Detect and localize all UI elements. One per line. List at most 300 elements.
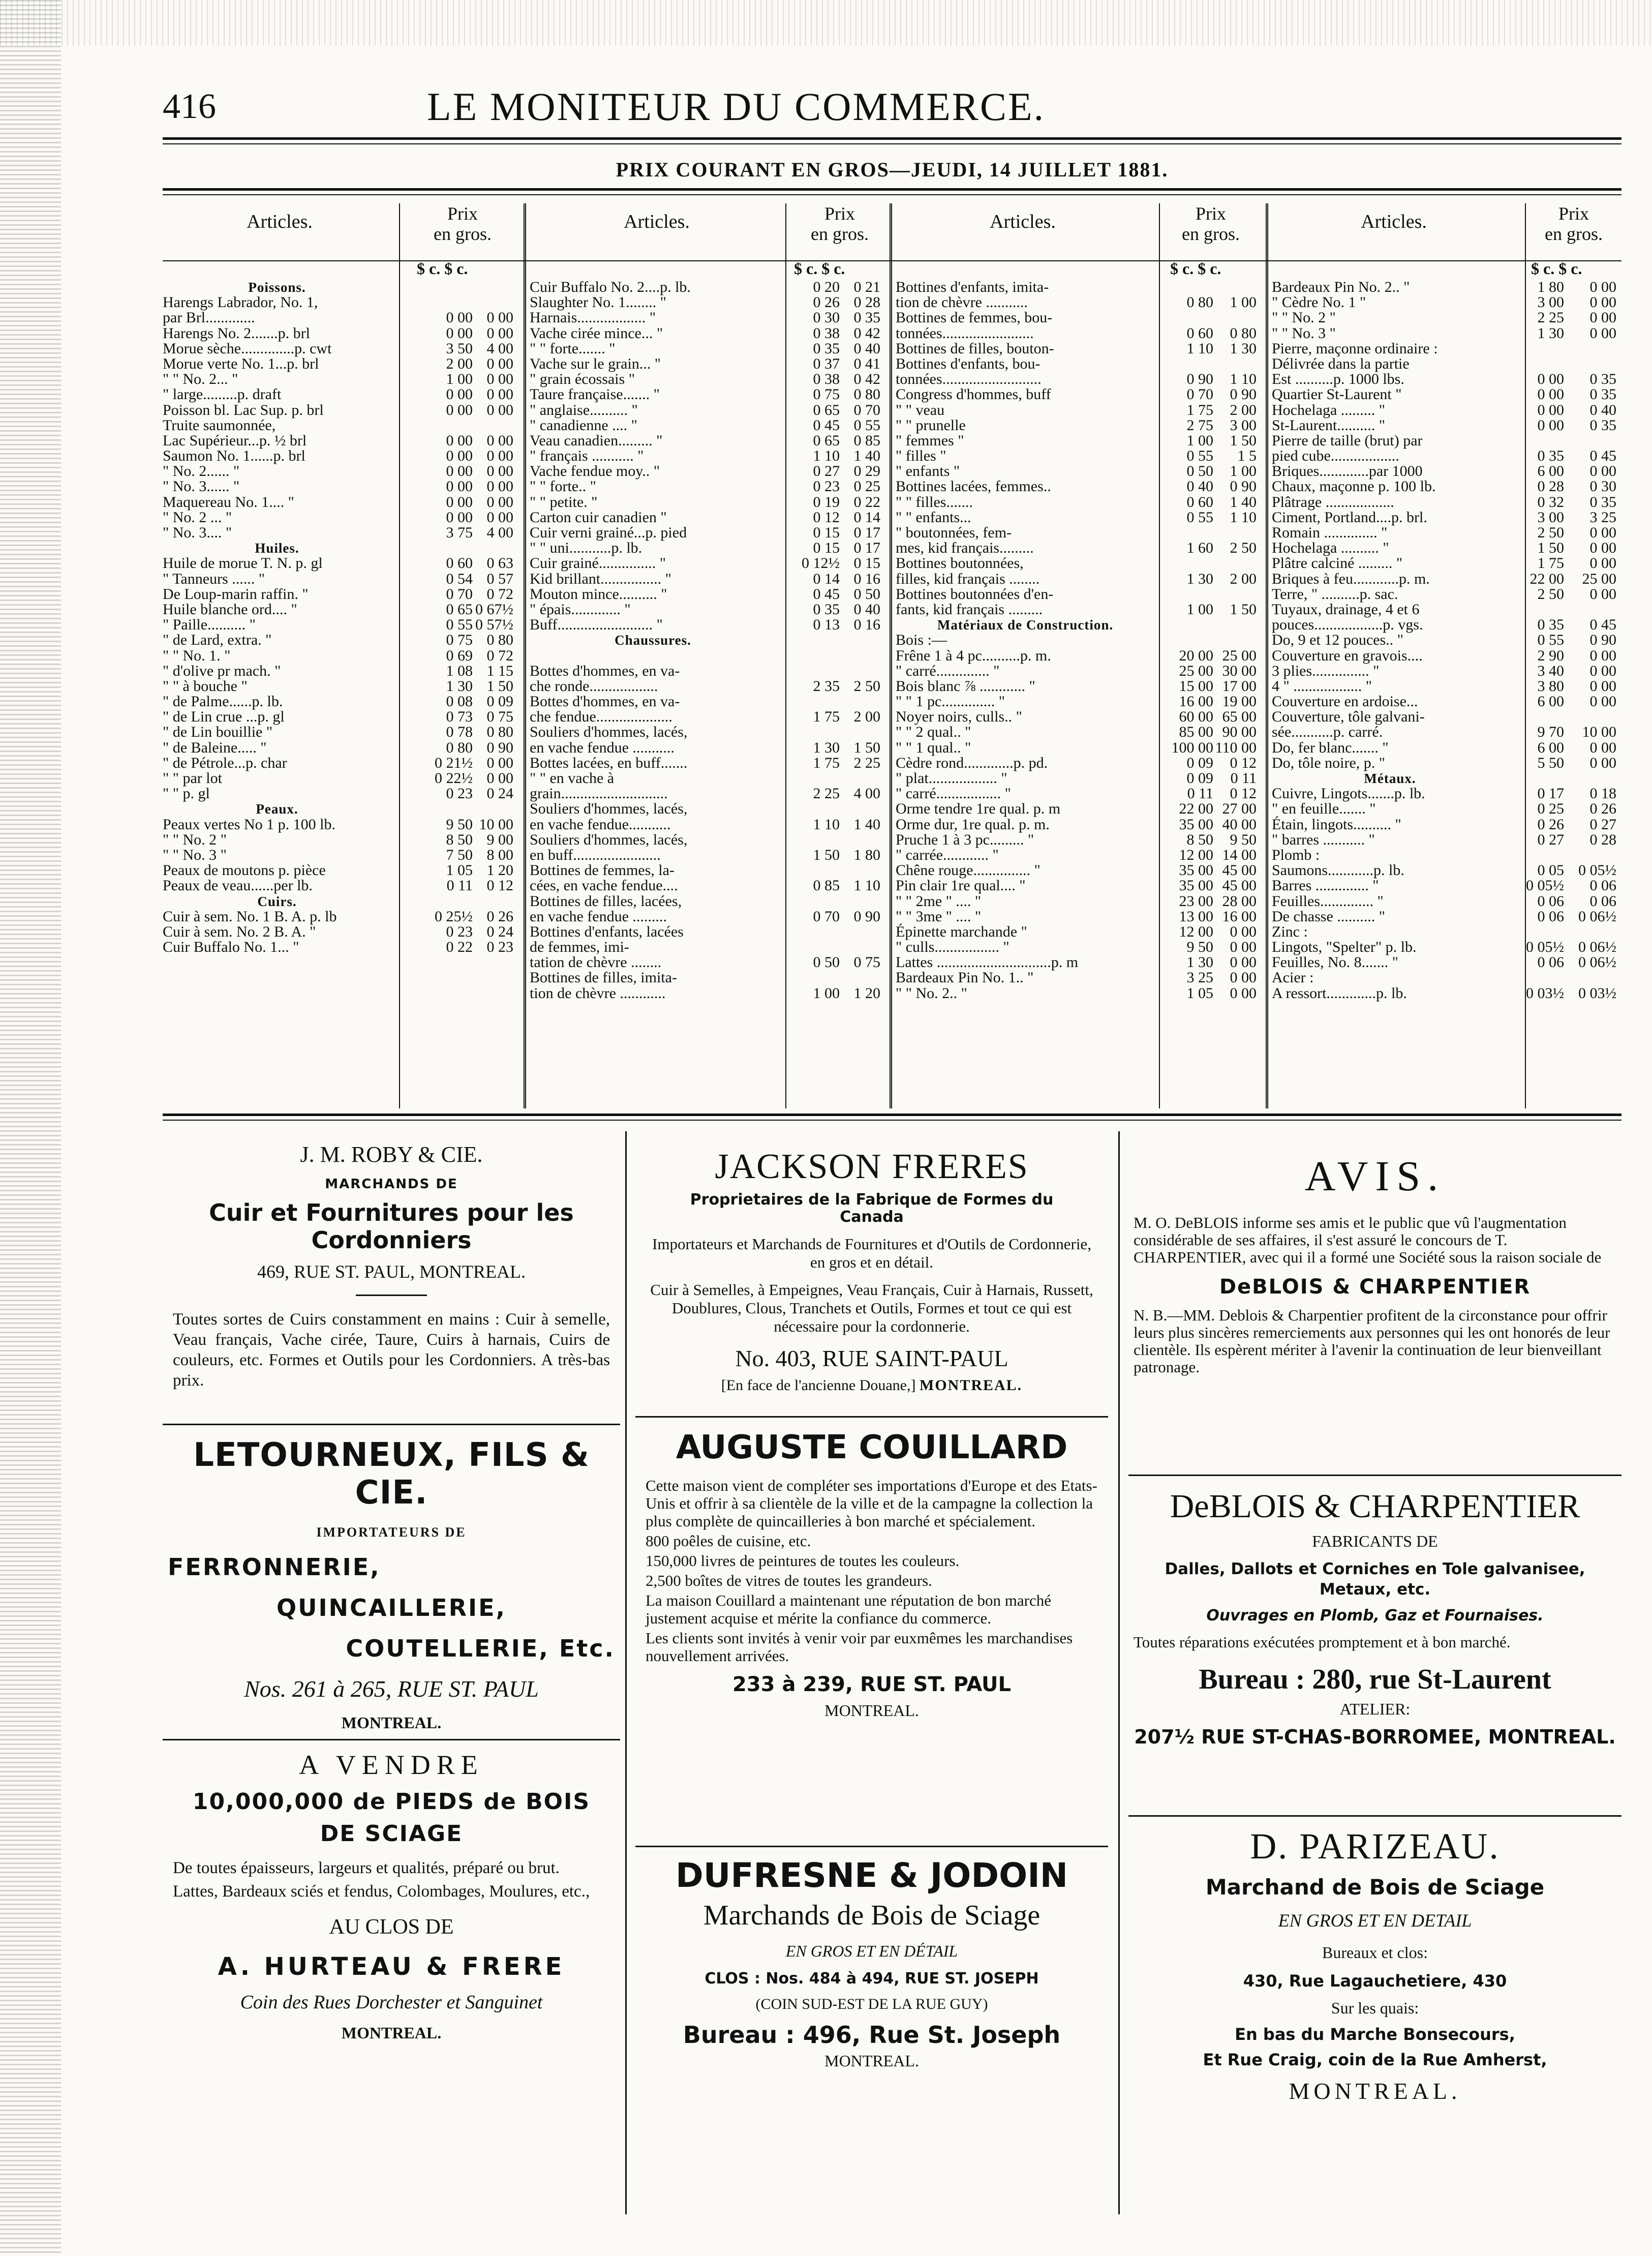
price-row-article: mes, kid français......... [896,539,1034,557]
articles-header: Articles. [247,211,313,232]
page-header [163,76,1622,137]
price-row [163,694,518,709]
price-row-min: 0 45 [813,416,840,434]
price-row-article: filles, kid français ........ [896,570,1040,587]
price-row-article: Truite saumonnée, [163,416,276,434]
price-row-min: 0 00 [1537,386,1564,403]
price-row-min: 1 80 [1537,279,1564,295]
price-row-max: 0 00 [486,478,513,495]
price-row [530,387,885,402]
price-row-max: 0 26 [1589,800,1616,818]
price-row-article: Morue sèche..............p. cwt [163,340,332,357]
price-row-article: " carrée............ " [896,846,999,863]
articles-header: Articles. [990,211,1056,232]
price-row [896,387,1262,402]
price-row-max: 0 00 [486,371,513,388]
price-row-min: 0 05 [1537,862,1564,879]
price-row [163,540,518,556]
price-row [896,832,1262,848]
price-row-article: Do, 9 et 12 pouces.. " [1272,631,1403,649]
ad-letourneux-address: Nos. 261 à 265, RUE ST. PAUL [244,1676,539,1702]
price-row-min: 0 19 [813,493,840,510]
price-row-max: 0 00 [486,754,513,771]
price-row-max: 0 00 [486,447,513,465]
price-row-min: 9 50 [446,816,473,833]
price-row [896,295,1262,310]
price-row-article: " " petite. " [530,493,598,510]
price-row-max: 0 00 [1589,324,1616,342]
price-row-article: Harnais.................. " [530,309,656,326]
price-row-min: 0 11 [446,877,473,894]
price-row-min: 0 13 [813,616,840,634]
price-row-max: 30 00 [1222,662,1257,679]
price-row-max: 0 29 [853,463,880,480]
price-row-min: 0 00 [446,401,473,418]
ad-jackson-face: [En face de l'ancienne Douane,] MONTREAL. [721,1377,1023,1394]
ad-deblois-l3: Toutes réparations exécutées promptement et à bon marché. [1134,1633,1511,1651]
price-row [530,326,885,341]
price-row-article: pied cube.................. [1272,447,1399,465]
ad-parizeau-l3: 430, Rue Lagauchetiere, 430 [1243,1971,1507,1991]
table-top-rule [163,188,1622,191]
price-row-min: 0 06 [1537,908,1564,925]
price-row-article: " " filles....... [896,493,973,510]
price-row-article: Pierre de taille (brut) par [1272,432,1423,449]
ad-avis-firm: DeBLOIS & CHARPENTIER [1219,1275,1531,1299]
ad-parizeau-l1: EN GROS ET EN DETAIL [1278,1910,1472,1931]
price-row [1272,403,1622,418]
ad-deblois-l1: Dalles, Dallots et Corniches en Tole galvanisee, Metaux, etc. [1165,1560,1585,1599]
price-row-max: 0 57 [486,570,513,587]
price-row-article: " " uni...........p. lb. [530,539,643,557]
price-row-article: en vache fendue ......... [530,908,667,925]
price-row-article: " grain écossais " [530,371,635,388]
price-row [1272,848,1622,863]
price-row-article: De Loup-marin raffin. " [163,585,309,603]
price-row-article: Orme tendre 1re qual. p. m [896,800,1061,818]
price-row-article: " " veau [896,401,945,418]
ad-separator [635,1416,1108,1418]
price-row-article: De chasse .......... " [1272,908,1386,925]
price-row-article: grain............................ [530,785,668,802]
price-row [896,525,1262,540]
price-row-max: 0 00 [486,324,513,342]
header-rule-thin [163,143,1622,144]
price-row [163,648,518,664]
price-row-article: " de Baleine..... " [163,739,267,756]
price-row-max: 0 57½ [475,616,513,634]
price-row-article: Bottines boutonnées, [896,555,1024,572]
price-row-max: 0 00 [486,386,513,403]
price-row [896,495,1262,510]
ad-jackson-body1: Importateurs et Marchands de Fournitures et d'Outils de Cordonnerie, en gros et en détail. [652,1235,1091,1271]
price-row-min: 0 00 [446,508,473,526]
price-row-article: Chaussures. [615,633,691,648]
price-row-min: 1 30 [1537,324,1564,342]
price-row-article: Ciment, Portland....p. brl. [1272,508,1427,526]
price-row-min: 0 85 [813,877,840,894]
price-row-article: Peaux de veau......per lb. [163,877,313,894]
price-row [896,310,1262,325]
price-row-article: Épinette marchande " [896,923,1027,940]
ad-letourneux-city: MONTREAL. [341,1713,442,1732]
price-row-min: 0 00 [1537,416,1564,434]
price-row-max: 0 23 [486,939,513,956]
ad-vendre-l2: DE SCIAGE [320,1821,463,1847]
price-row-article: Vache fendue moy.. " [530,463,660,480]
price-row [896,756,1262,771]
price-row-max: 0 27 [1589,816,1616,833]
ad-deblois-atelier: ATELIER: [1339,1700,1411,1718]
price-row [163,878,518,893]
price-row-max: 2 00 [1230,401,1257,418]
price-row-max: 1 15 [486,662,513,679]
price-row-min: 0 37 [813,355,840,372]
price-row [1272,894,1622,909]
ad-parizeau-l4: Sur les quais: [1331,1999,1419,2017]
price-row-article: Couverture en gravois.... [1272,647,1423,664]
price-row-min: 12 00 [1179,923,1213,940]
price-row-article: Feuilles, No. 8....... " [1272,954,1398,971]
ad-roby-body: Toutes sortes de Cuirs constamment en mains : Cuir à semelle, Veau français, Vache cirée, Taure, Cuirs à harnais, Cuirs de couleurs, etc. Formes et Outils pour les Cordonniers. A très-bas prix. [173,1310,610,1390]
price-row-article: che fendue.................... [530,708,672,726]
price-row-article: en vache fendue........... [530,816,671,833]
price-row [530,986,885,1001]
price-row [1272,479,1622,494]
prix-header: Prix en gros. [434,203,492,244]
price-row-min: 0 55 [1186,447,1213,465]
price-row-article: Maquereau No. 1.... " [163,493,294,510]
price-row [163,495,518,510]
price-row-max: 1 40 [853,816,880,833]
price-row-min: 85 00 [1179,724,1213,741]
price-row [530,679,885,694]
price-row [1272,448,1622,464]
price-row-article: Cuir à sem. No. 2 B. A. " [163,923,316,940]
col-divider [1525,203,1526,1108]
price-row-article: Souliers d'hommes, lacés, [530,724,688,741]
price-row-max: 4 00 [486,340,513,357]
price-row-min: 8 50 [446,831,473,848]
price-row-min: 0 80 [1186,294,1213,311]
price-row-article: " enfants " [896,463,960,480]
price-column-4 [1272,203,1622,1108]
ad-parizeau-name: D. PARIZEAU. [1250,1826,1500,1867]
price-row [163,940,518,955]
price-row-max: 1 10 [1230,508,1257,526]
price-row-article: " carré.............. " [896,662,1000,679]
price-row-min: 0 20 [813,279,840,295]
ad-deblois-name: DeBLOIS & CHARPENTIER [1170,1488,1580,1525]
price-row [896,403,1262,418]
price-row [163,832,518,848]
price-row [530,540,885,556]
price-row-max: 0 42 [853,324,880,342]
col-divider [890,203,892,1108]
price-row-min: 0 65 [813,401,840,418]
ad-dufresne-l4: Bureau : 496, Rue St. Joseph [683,2021,1061,2049]
price-row-min: 0 28 [1537,478,1564,495]
price-row-article: Étain, lingots.......... " [1272,816,1401,833]
price-row-min: 13 00 [1179,908,1213,925]
ad-separator [635,1846,1108,1847]
price-row-max: 0 00 [1589,555,1616,572]
price-row-max: 0 00 [1589,739,1616,756]
price-row [896,848,1262,863]
ad-couillard-address: 233 à 239, RUE ST. PAUL [732,1673,1011,1696]
price-row-max: 2 00 [1230,570,1257,587]
price-row [530,832,885,848]
price-row-max: 0 06 [1589,892,1616,910]
price-row-max: 2 25 [853,754,880,771]
price-row-max: 1 30 [1230,340,1257,357]
price-row-article: " filles " [896,447,946,465]
price-row [163,633,518,648]
table-bottom-rule [163,1114,1622,1116]
price-row-article: " de Lin bouillie " [163,724,273,741]
price-row-article: " barres ........... " [1272,831,1375,848]
price-row-max: 8 00 [486,846,513,863]
prix-header: Prix en gros. [811,203,869,244]
price-row-article: Couverture en ardoise... [1272,693,1418,710]
ad-dufresne-l2: CLOS : Nos. 484 à 494, RUE ST. JOSEPH [705,1970,1039,1988]
price-row-article: " de Pétrole...p. char [163,754,287,771]
price-row-article: Buff......................... " [530,616,663,634]
ad-jackson-sub: Proprietaires de la Fabrique de Formes du Canada [690,1191,1054,1226]
ad-vendre [163,1749,620,2042]
price-row-min: 2 35 [813,677,840,695]
price-row-max: 14 00 [1222,846,1257,863]
price-row [896,924,1262,940]
price-row-min: 0 60 [446,555,473,572]
ad-dufresne-sub: Marchands de Bois de Sciage [703,1900,1041,1931]
price-row-min: 1 00 [1186,600,1213,618]
ad-letourneux-l1: FERRONNERIE, [168,1553,381,1581]
price-row [163,756,518,771]
price-row-max: 0 70 [853,401,880,418]
price-row-max: 0 00 [486,355,513,372]
price-row-min: 0 78 [446,724,473,741]
rows-col-4 [1272,280,1622,1001]
ad-roby-headline: Cuir et Fournitures pour les Cordonniers [209,1199,574,1254]
price-row-article: Feuilles.............. " [1272,892,1384,910]
price-row-max: 0 00 [486,493,513,510]
price-row-min: 100 00 [1171,739,1213,756]
price-row-article: Vache sur le grain... " [530,355,661,372]
price-row-max: 0 05½ [1578,862,1616,879]
price-row-article: par Brl............. [163,309,255,326]
price-row-min: 1 50 [813,846,840,863]
price-row [530,587,885,602]
price-row-article: Bois :— [896,631,947,649]
price-row-min: 35 00 [1179,877,1213,894]
price-list-title: PRIX COURANT EN GROS—JEUDI, 14 JUILLET 1881. [616,158,1169,181]
rows-col-1 [163,280,518,955]
ad-letourneux-sub: IMPORTATEURS DE [316,1525,467,1540]
table-top-rule-thin [163,194,1622,195]
price-row-max: 0 72 [486,585,513,603]
price-row-article: " " 2me " .... " [896,892,982,910]
price-row [530,664,885,679]
price-row-max: 1 80 [853,846,880,863]
price-row [163,372,518,387]
price-row-max: 2 50 [1230,539,1257,557]
ad-avis-title: AVIS. [1304,1153,1446,1200]
price-row-min: 0 38 [813,324,840,342]
price-row [896,280,1262,295]
price-row-max: 0 90 [486,739,513,756]
price-row-max: 0 00 [486,432,513,449]
price-row [896,372,1262,387]
price-row-article: Harengs Labrador, No. 1, [163,294,318,311]
price-row-min: 0 35 [813,600,840,618]
price-row-article: Frêne 1 à 4 pc..........p. m. [896,647,1051,664]
price-row-max: 0 35 [1589,371,1616,388]
ad-couillard-b6: Les clients sont invités à venir voir par euxmêmes les marchandises nouvellement arrivées. [646,1629,1073,1665]
price-row-min: 0 00 [446,493,473,510]
price-row-min: 0 55 [446,616,473,634]
price-row [1272,725,1622,740]
price-row-min: 3 40 [1537,662,1564,679]
price-row-article: " No. 2...... " [163,463,240,480]
price-row-article: " " forte....... " [530,340,616,357]
price-row-min: 1 00 [446,371,473,388]
price-row-min: 0 80 [446,739,473,756]
price-row-article: Tuyaux, drainage, 4 et 6 [1272,600,1420,618]
price-row-article: Lattes ..............................p. m [896,954,1079,971]
price-row [530,495,885,510]
price-row-min: 0 23 [446,785,473,802]
ad-couillard-b2: 800 poêles de cuisine, etc. [646,1532,811,1550]
price-row-article: Lac Supérieur...p. ½ brl [163,432,307,449]
price-row [1272,940,1622,955]
price-row-max: 0 00 [1589,524,1616,541]
price-row-article: " " par lot [163,770,222,787]
price-row-article: " " No. 2 " [163,831,227,848]
price-row-min: 0 05½ [1526,877,1564,894]
price-row-max: 0 85 [853,432,880,449]
price-row [163,725,518,740]
price-row [530,418,885,433]
ad-couillard [635,1429,1108,1720]
price-row-min: 0 11 [1187,785,1213,802]
price-row-min: 5 50 [1537,754,1564,771]
price-row [896,679,1262,694]
price-row [896,356,1262,372]
price-row [1272,602,1622,617]
price-row-min: 0 50 [1186,463,1213,480]
price-row-article: Do, fer blanc....... " [1272,739,1389,756]
price-row-min: 60 00 [1179,708,1213,726]
price-row-article: Bottines de filles, lacées, [530,892,682,910]
price-row [530,280,885,295]
price-row [1272,433,1622,448]
price-row-max: 1 50 [1230,600,1257,618]
price-row-article: Bottines de filles, imita- [530,969,677,986]
price-row-max: 0 21 [853,279,880,295]
price-row-max: 0 35 [1589,386,1616,403]
price-row [163,479,518,494]
price-row-article: Plâtrage .................. [1272,493,1394,510]
price-row-min: 0 65 [813,432,840,449]
price-row-max: 0 06½ [1578,954,1616,971]
price-row [163,525,518,540]
price-row-min: 0 32 [1537,493,1564,510]
price-row-min: 0 55 [1537,631,1564,649]
ad-roby [163,1141,620,1391]
ad-couillard-city: MONTREAL. [824,1701,919,1720]
price-row [1272,801,1622,817]
price-row-article: " Tanneurs ...... " [163,570,265,587]
price-row [896,986,1262,1001]
price-row-article: Couverture, tôle galvani- [1272,708,1425,726]
price-row [1272,756,1622,771]
price-row-max: 0 00 [486,309,513,326]
price-row [530,295,885,310]
price-row-min: 0 69 [446,647,473,664]
col-divider [1159,203,1160,1108]
price-row [896,786,1262,801]
price-row-article: " " 3me " .... " [896,908,982,925]
price-row [530,356,885,372]
page-edge-noise [0,0,61,2256]
table-bottom-rule-thin [163,1120,1622,1121]
price-row-article: Peaux de moutons p. pièce [163,862,326,879]
ad-separator [163,1424,620,1425]
price-row-article: Bottines d'enfants, lacées [530,923,684,940]
ad-avis [1128,1152,1622,1376]
price-row-article: Pierre, maçonne ordinaire : [1272,340,1438,357]
price-row-article: Cuir verni grainé...p. pied [530,524,687,541]
price-row-max: 0 00 [1589,585,1616,603]
price-row-max: 0 17 [853,524,880,541]
price-row-article: " No. 3...... " [163,478,240,495]
price-row [163,740,518,756]
price-row-min: 0 26 [813,294,840,311]
price-row-article: Peaux vertes No 1 p. 100 lb. [163,816,335,833]
price-row-min: 0 30 [813,309,840,326]
price-row-article: Chêne rouge............... " [896,862,1041,879]
price-row-min: 1 50 [1537,539,1564,557]
price-row-min: 0 12½ [802,555,840,572]
price-row [530,341,885,356]
price-row-article: Plâtre calciné ......... " [1272,555,1403,572]
price-row-min: 1 75 [813,708,840,726]
price-row-max: 0 00 [1230,923,1257,940]
price-row [163,894,518,909]
header-rule [163,137,1622,140]
price-row-max: 0 00 [486,401,513,418]
price-row [1272,510,1622,525]
price-row-max: 0 00 [1589,539,1616,557]
price-row-min: 12 00 [1179,846,1213,863]
col-divider [785,203,786,1108]
price-row-max: 0 06½ [1578,908,1616,925]
price-row [1272,356,1622,372]
price-row-article: Bardeaux Pin No. 2.. " [1272,279,1410,295]
price-row [530,571,885,587]
price-row-min: 0 54 [446,570,473,587]
price-row [530,817,885,832]
price-row-article: Bottes d'hommes, en va- [530,662,680,679]
price-row-max: 0 00 [1230,939,1257,956]
price-row [896,479,1262,494]
price-row [530,310,885,325]
ad-vendre-firm: A. HURTEAU & FRERE [218,1952,565,1981]
price-row [163,771,518,786]
price-row-max: 0 00 [486,770,513,787]
price-row-min: 23 00 [1179,892,1213,910]
